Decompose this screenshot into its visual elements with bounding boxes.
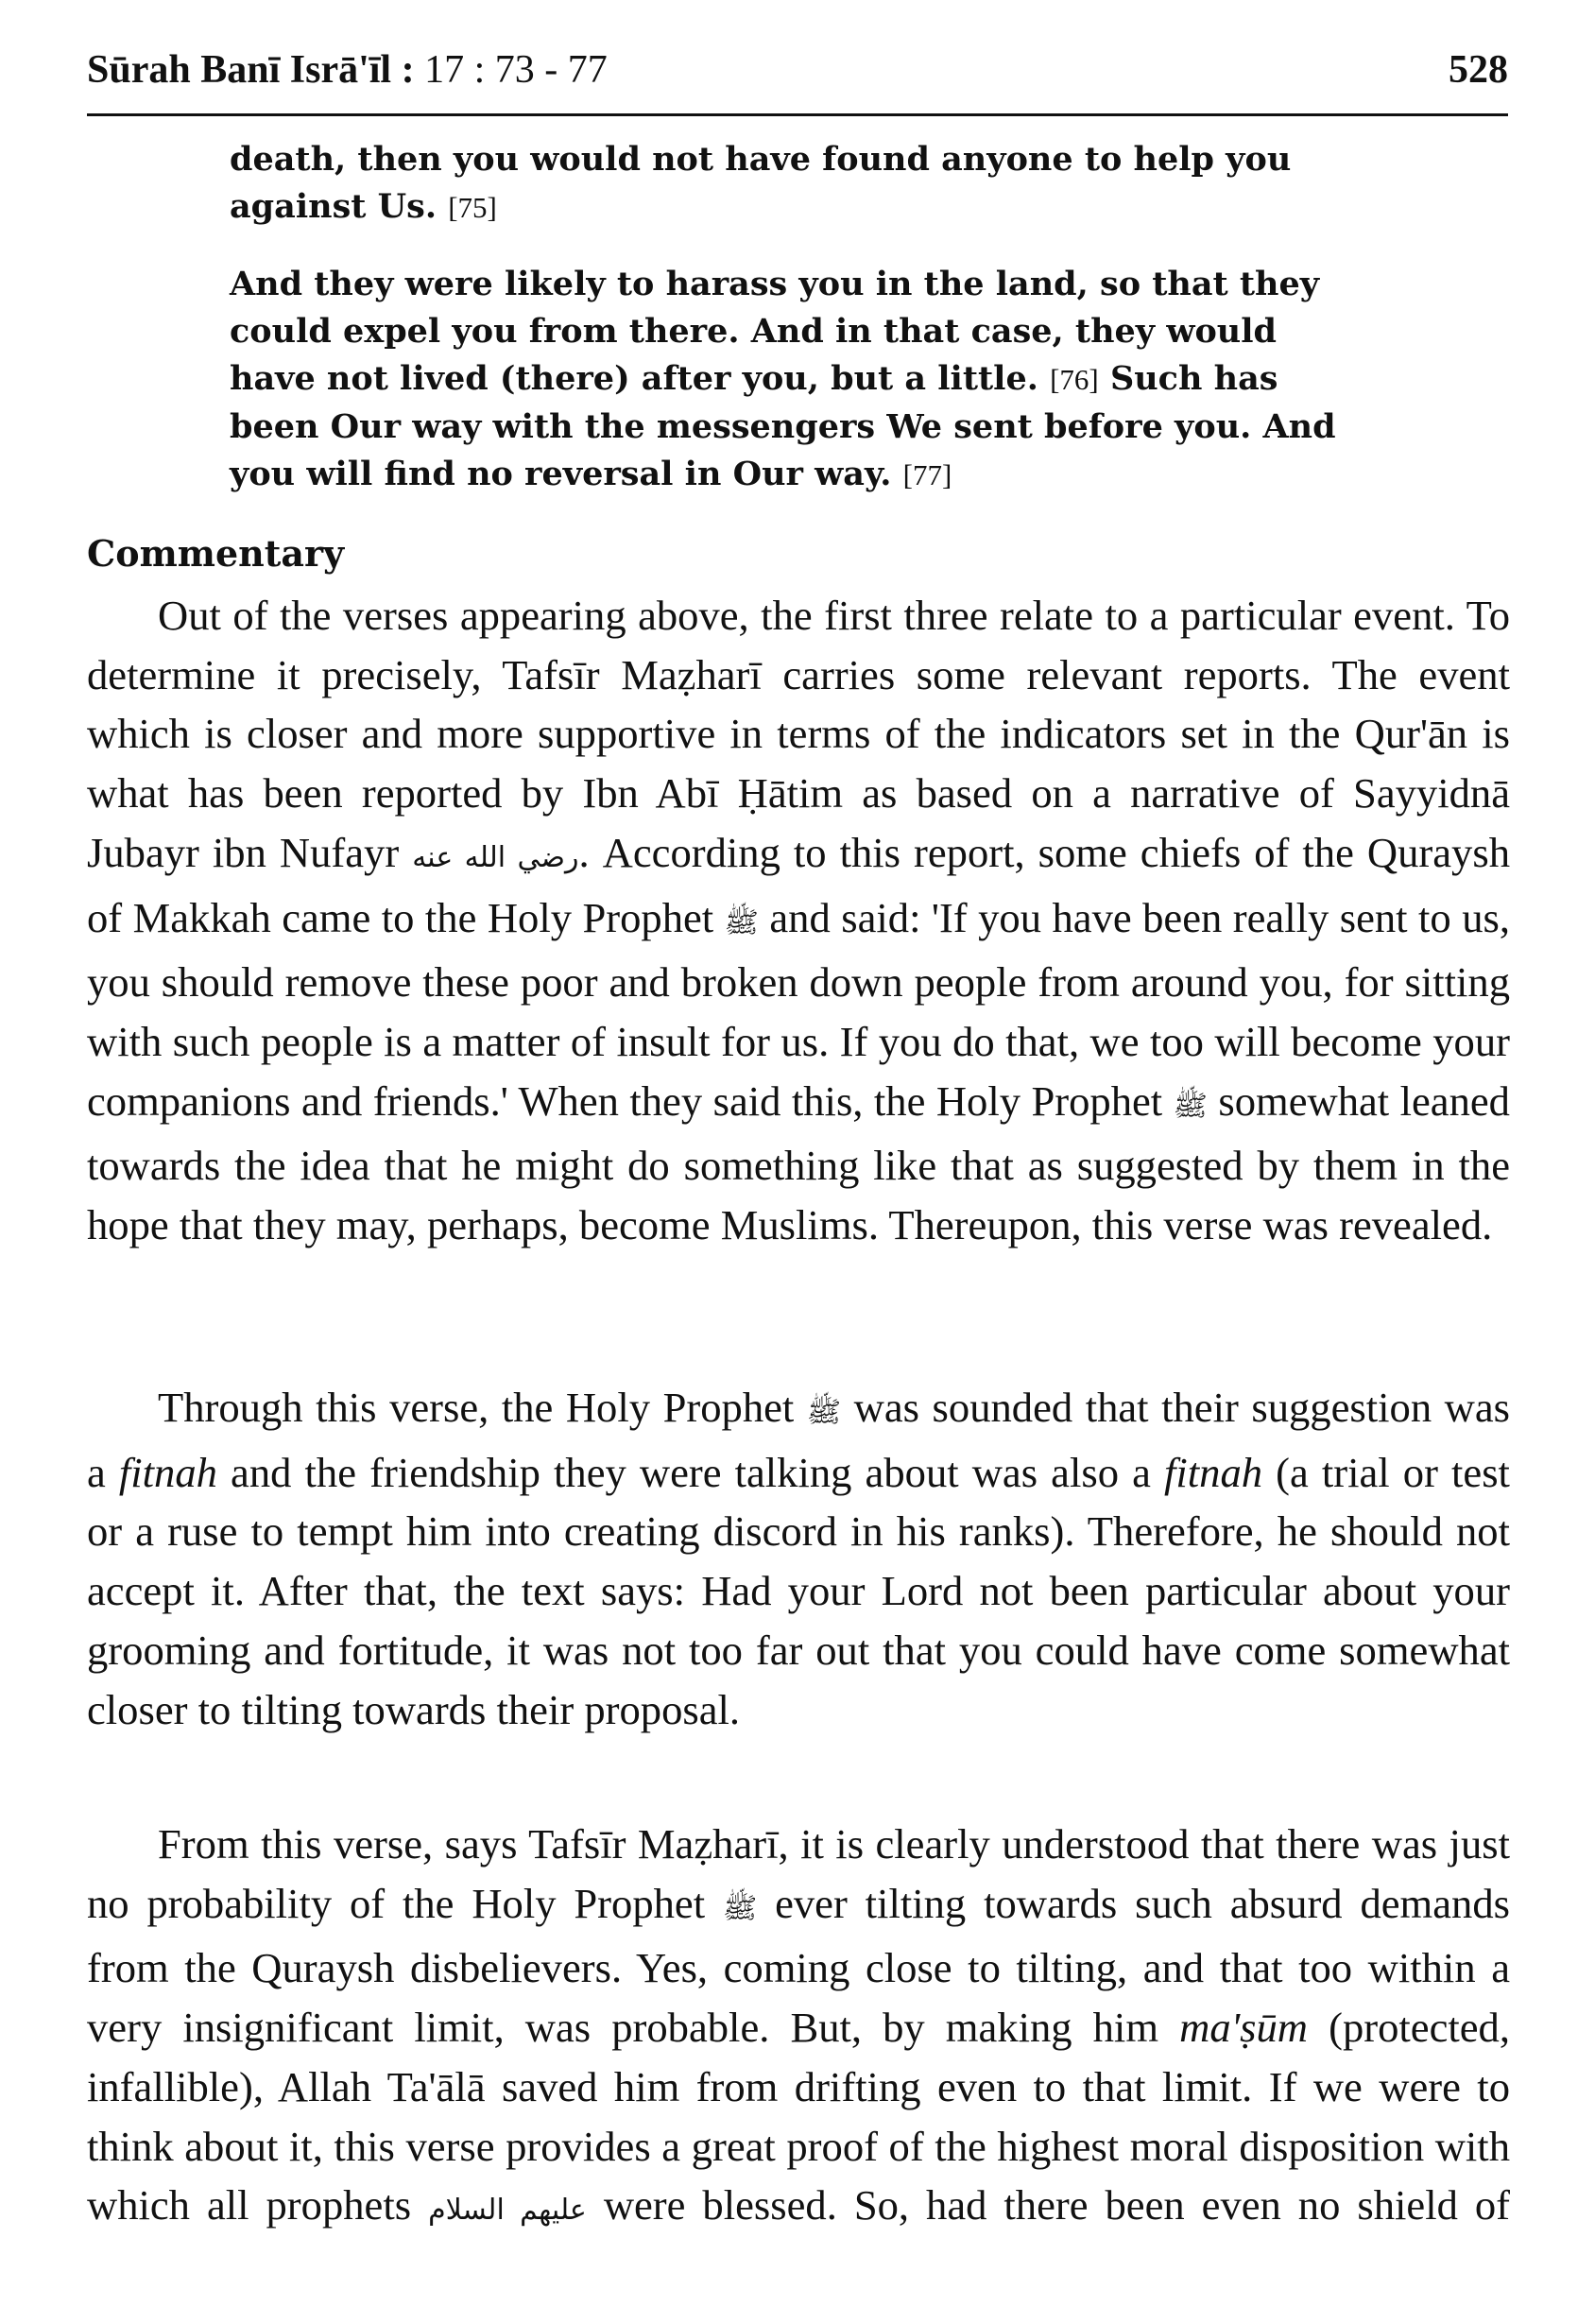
page-number: 528 — [1449, 48, 1508, 92]
verse-number: [76] — [1050, 363, 1099, 396]
term-fitnah: fitnah — [118, 1448, 217, 1496]
verse-number: [75] — [448, 191, 497, 224]
running-header — [87, 47, 1508, 113]
honorific-pbuh: ﷺ — [1173, 1089, 1208, 1123]
commentary-paragraph-1: Out of the verses appearing above, the first three relate to a particular event. To determine it precisely, Tafsīr Maẓharī carries some relevant reports. The event which is closer and more supportive in terms of the indicators set in the Qur'ān is what has been reported by Ibn Abī Ḥātim as based on a narrative of Sayyidnā Jubayr ibn Nufayr رضي الله عنه. According to this report, some chiefs of the Quraysh of Makkah came to the Holy Prophet ﷺ and said: 'If you have been really sent to us, you should remove these poor and broken down people from around you, for sitting with such people is a matter of insult for us. If you do that, we too will become your companions and friends.' When they said this, the Holy Prophet ﷺ somewhat leaned towards the idea that he might do something like that as suggested by them in the hope that they may, perhaps, become Muslims. Thereupon, this verse was revealed. — [87, 592, 1510, 1249]
honorific-as: عليهم السلام — [428, 2194, 587, 2228]
surah-title: Sūrah Banī Isrā'īl : 17 : 73 - 77 — [87, 48, 608, 92]
honorific-pbuh: ﷺ — [722, 1891, 758, 1925]
commentary-paragraph-2: Through this verse, the Holy Prophet ﷺ was sounded that their suggestion was a fitnah and the friendship they were talking about was also a fitnah (a trial or test or a ruse to tempt him into creating discord in his ranks). Therefore, he should not accept it. After that, the text says: Had your Lord not been particular about your grooming and fortitude, it was not too far out that you could have come somewhat closer to tilting towards their proposal. — [87, 1384, 1511, 1733]
verse-number: [77] — [902, 458, 952, 491]
commentary-paragraph-3: From this verse, says Tafsīr Maẓharī, it is clearly understood that there was just no probability of the Holy Prophet ﷺ ever tilting towards such absurd demands from the Quraysh disbelievers. Yes, coming close to tilting, and that too within a very insignificant limit, was probable. But, by making him ma'ṣūm (protected, infallible), Allah Ta'ālā saved him from drifting even to that limit. If we were to think about it, this verse provides a great proof of the highest moral disposition with which all prophets عليهم السلام were blessed. So, had there been even no shield of — [87, 1820, 1511, 2229]
header-rule — [87, 113, 1508, 116]
commentary-heading: Commentary — [87, 532, 345, 575]
term-fitnah: fitnah — [1163, 1448, 1263, 1496]
verse-range: 17 : 73 - 77 — [424, 48, 608, 92]
translation-block-75 — [230, 136, 1373, 232]
translation-text: death, then you would not have found anyone to help you against Us. — [230, 140, 1292, 226]
translation-text: Such has been Our way with the messengers We sent before you. And you will find no reversal in Our way. — [230, 359, 1336, 493]
honorific-pbuh: ﷺ — [724, 905, 759, 939]
honorific-ra: رضي الله عنه — [412, 840, 579, 874]
term-masum: ma'ṣūm — [1179, 2004, 1309, 2052]
translation-text: And they were likely to harass you in the land, so that they could expel you from there. And in that case, they would have not lived (there) after you, but a little. — [230, 265, 1320, 398]
honorific-pbuh: ﷺ — [806, 1396, 842, 1429]
translation-block-76-77 — [230, 261, 1373, 499]
